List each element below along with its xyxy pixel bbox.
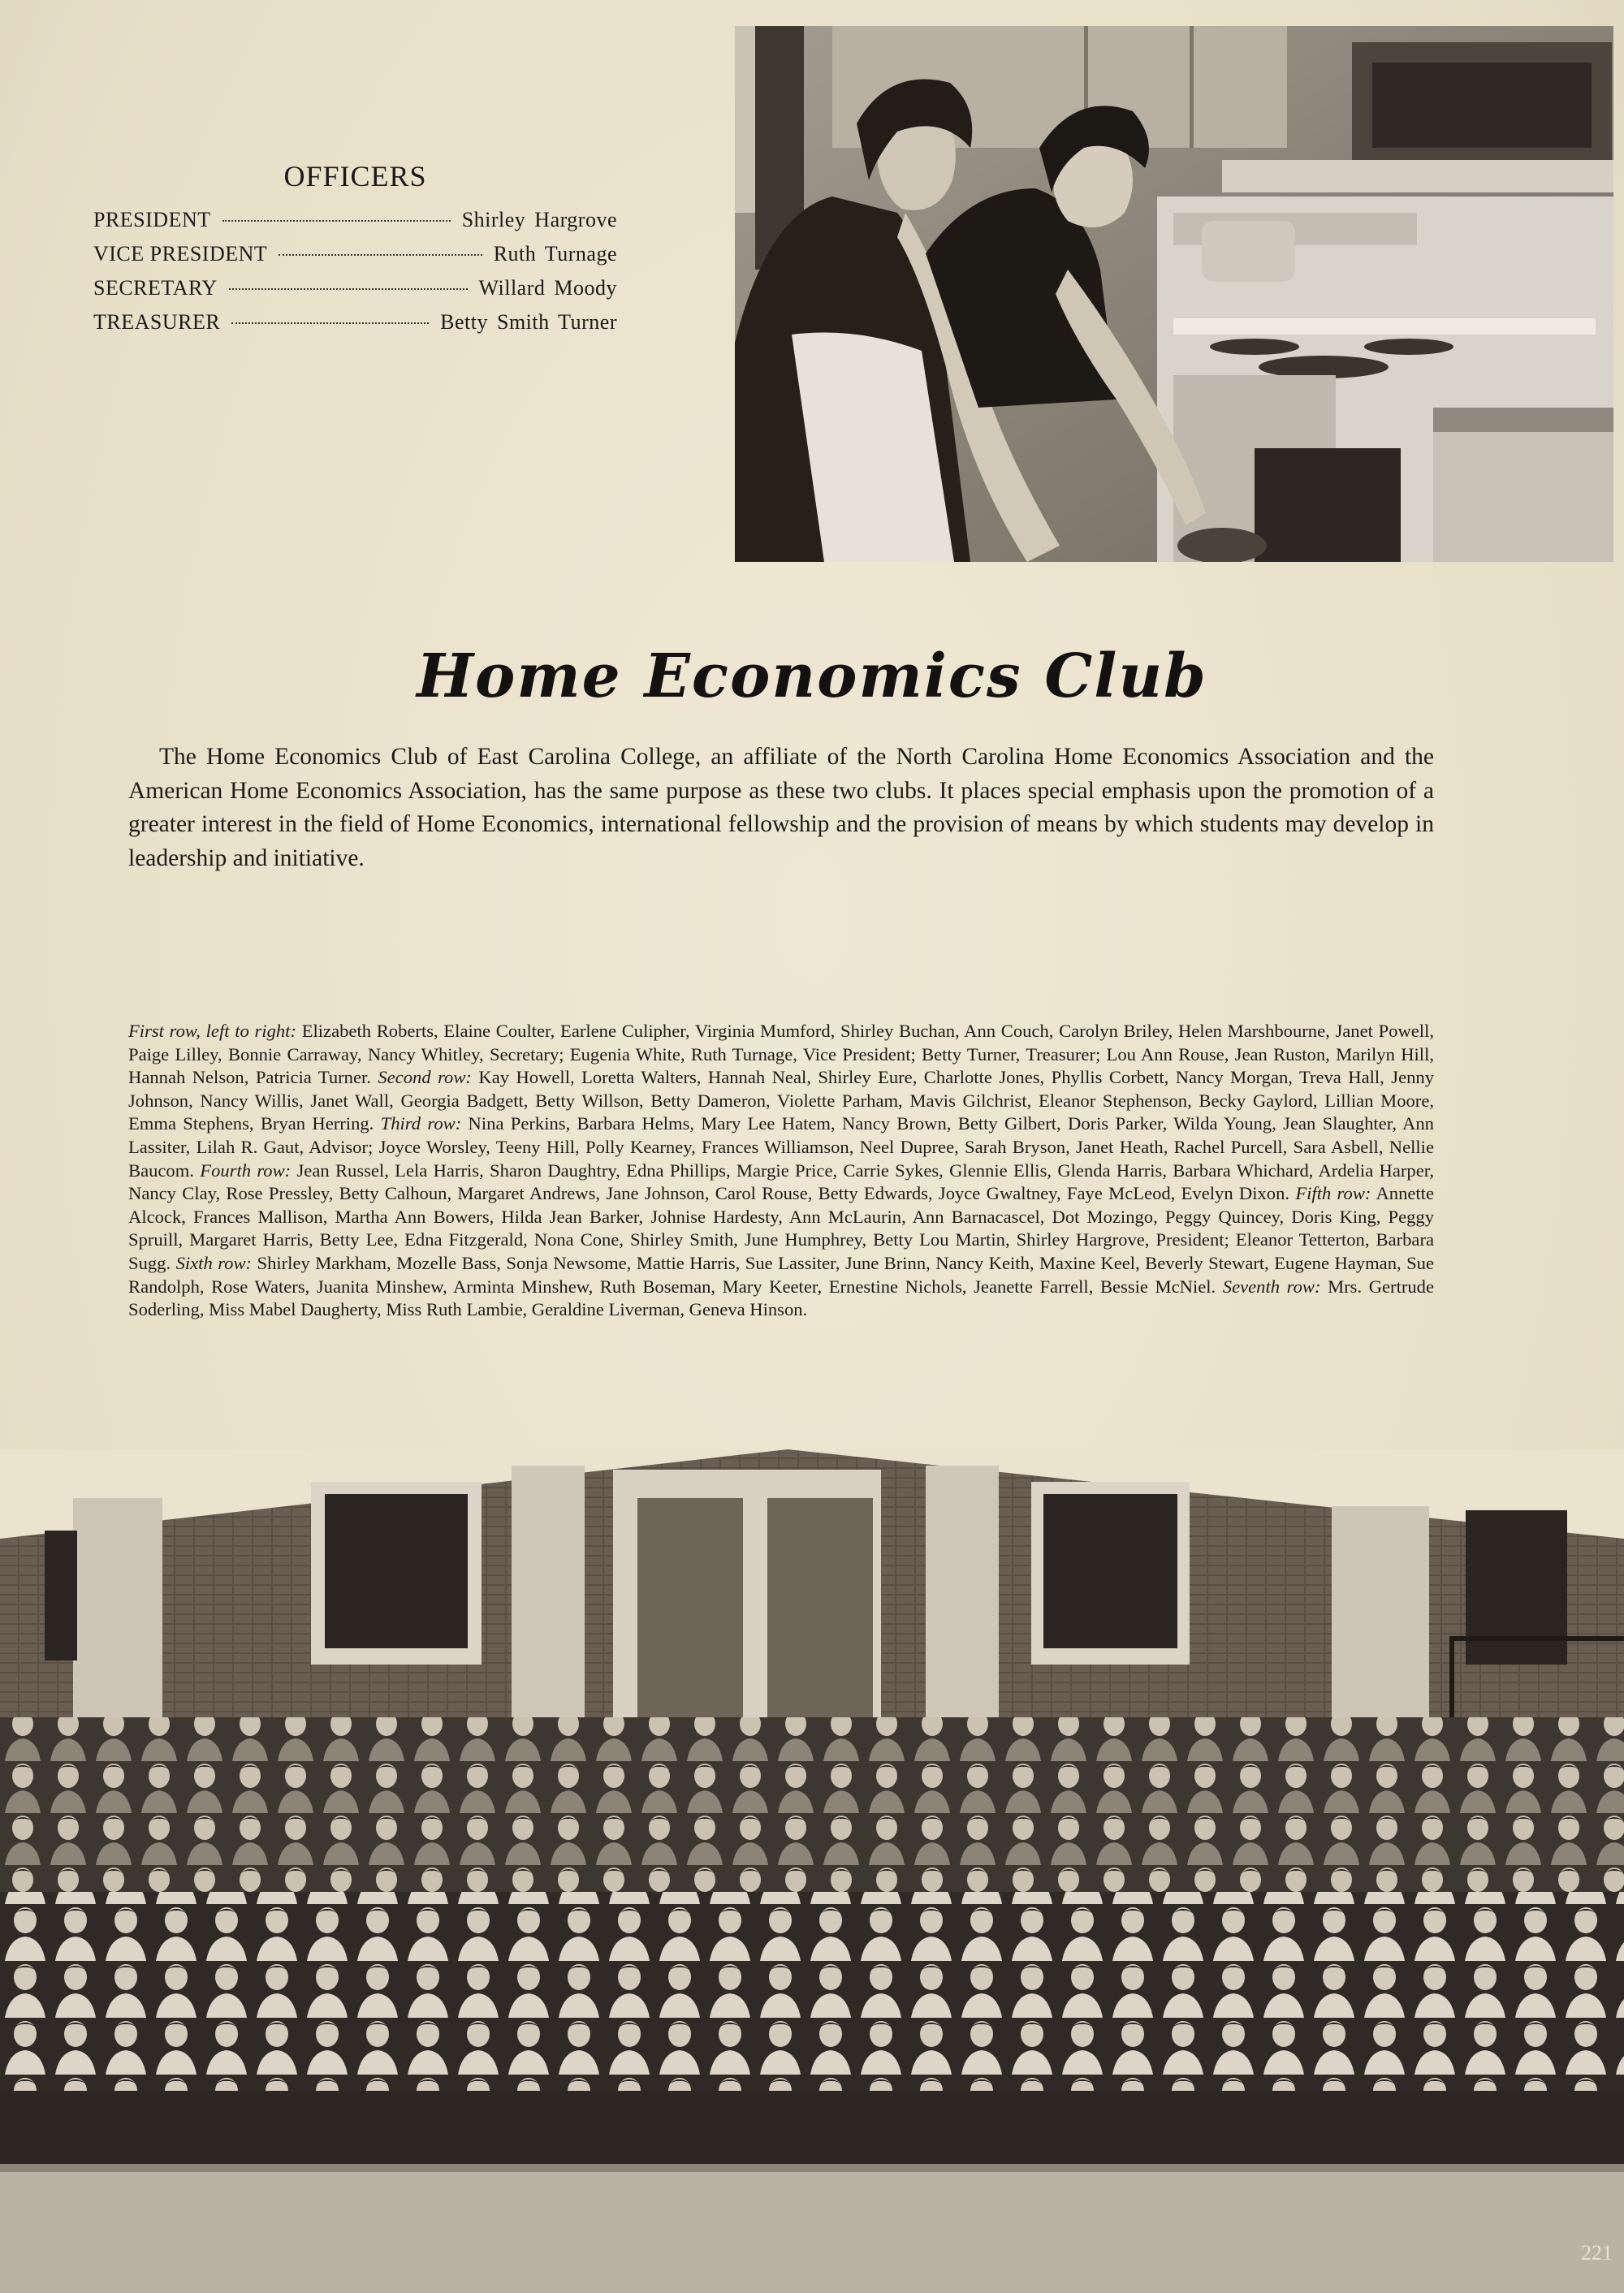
row-names: Nina Perkins, Barbara Helms, Mary Lee Hatem, Nancy Brown, Betty Gilbert, Doris Parker, Wilda Young, Jean Slaughter, Ann Lassiter, Lilah R. Gaut, Advisor; Joyce Worsley, Teeny Hill, Polly Kearney, Frances Williamson, Neel Dupree, Sarah Bryson, Janet Heath, Rachel Purcell, Sara Asbell, Nellie Baucom. — [128, 1113, 1434, 1181]
row-label: Fourth row: — [200, 1159, 292, 1181]
officer-role: VICE PRESIDENT — [93, 242, 268, 266]
dot-leader — [222, 220, 451, 222]
officer-role: PRESIDENT — [93, 208, 211, 231]
row-names: Annette Alcock, Frances Mallison, Martha Ann Bowers, Hilda Jean Barker, Johnise Hardesty, Ann McLaurin, Ann Barnacascel, Dot Mozingo, Peggy Quincey, Doris King, Peggy Spruill, Margaret Harris, Betty Lee, Edna Fitzgerald, Nona Cone, Shirley Smith, June Humphrey, Betty Lou Martin, Shirley Hargrove, President; Eleanor Tetterton, Barbara Sugg. — [128, 1183, 1434, 1273]
row-label: Fifth row: — [1295, 1183, 1371, 1204]
officer-row-treasurer — [93, 310, 617, 344]
row-names: Shirley Markham, Mozelle Bass, Sonja Newsome, Mattie Harris, Sue Lassiter, June Brinn, Nancy Keith, Maxine Keel, Beverly Stewart, Eugene Hayman, Sue Randolph, Rose Waters, Juanita Minshew, Arminta Minshew, Ruth Boseman, Mary Keeter, Ernestine Nichols, Jeanette Farrell, Bessie McNiel. — [128, 1252, 1434, 1297]
row-label: Second row: — [378, 1067, 472, 1088]
kitchen-photo — [735, 26, 1613, 562]
officer-role: SECRETARY — [93, 276, 218, 300]
officer-row-president — [93, 208, 617, 242]
dot-leader — [229, 288, 468, 290]
row-names: Mrs. Gertrude Soderling, Miss Mabel Daugherty, Miss Ruth Lambie, Geraldine Liverman, Geneva Hinson. — [128, 1276, 1434, 1320]
officer-name: Ruth Turnage — [493, 242, 617, 266]
officer-row-vice-president — [93, 242, 617, 276]
officer-row-secretary — [93, 276, 617, 310]
officers-block — [93, 159, 617, 344]
row-label: Third row: — [380, 1113, 462, 1134]
officer-name: Betty Smith Turner — [440, 310, 617, 334]
dot-leader — [279, 254, 482, 256]
intro-paragraph: The Home Economics Club of East Carolina College, an affiliate of the North Carolina Home Economics Association and the American Home Economics Association, has the same purpose as these two clubs. It places special emphasis upon the promotion of a greater interest in the field of Home Economics, international fellowship and the provision of means by which students may develop in leadership and initiative. — [128, 744, 1434, 871]
row-names: Jean Russel, Lela Harris, Sharon Daughtry, Edna Phillips, Margie Price, Carrie Sykes, Glennie Ellis, Glenda Harris, Barbara Whichard, Ardelia Harper, Nancy Clay, Rose Pressley, Betty Calhoun, Margaret Andrews, Jane Johnson, Carol Rouse, Betty Edwards, Joyce Gwaltney, Faye McLeod, Evelyn Dixon. — [128, 1159, 1434, 1204]
officer-name: Willard Moody — [478, 276, 617, 300]
row-label: First row, left to right: — [128, 1021, 296, 1041]
group-photo-image — [0, 1449, 1624, 2293]
row-names: Kay Howell, Loretta Walters, Hannah Neal, Shirley Eure, Charlotte Jones, Phyllis Corbett, Nancy Morgan, Treva Hall, Jenny Johnson, Nancy Willis, Janet Wall, Georgia Badgett, Betty Willson, Betty Dameron, Violette Parham, Mavis Gilchrist, Eleanor Stephenson, Becky Gaylord, Lillian Moore, Emma Stephens, Bryan Herring. — [128, 1067, 1434, 1134]
officer-role: TREASURER — [93, 310, 221, 334]
page-number: 221 — [1581, 2241, 1613, 2265]
row-names: Elizabeth Roberts, Elaine Coulter, Earlene Culipher, Virginia Mumford, Shirley Buchan, Ann Couch, Carolyn Briley, Helen Marshbourne, Janet Powell, Paige Lilley, Bonnie Carraway, Nancy Whitley, Secretary; Eugenia White, Ruth Turnage, Vice President; Betty Turner, Treasurer; Lou Ann Rouse, Jean Ruston, Marilyn Hill, Hannah Nelson, Patricia Turner. — [128, 1021, 1434, 1088]
kitchen-photo-image — [735, 26, 1613, 562]
row-label: Seventh row: — [1222, 1276, 1321, 1297]
officers-heading: OFFICERS — [283, 160, 427, 192]
group-photo — [0, 1449, 1624, 2293]
member-list — [128, 1020, 1434, 1322]
dot-leader — [231, 322, 429, 324]
officer-name: Shirley Hargrove — [461, 208, 617, 231]
row-label: Sixth row: — [175, 1252, 253, 1273]
club-title: Home Economics Club — [417, 641, 1207, 711]
